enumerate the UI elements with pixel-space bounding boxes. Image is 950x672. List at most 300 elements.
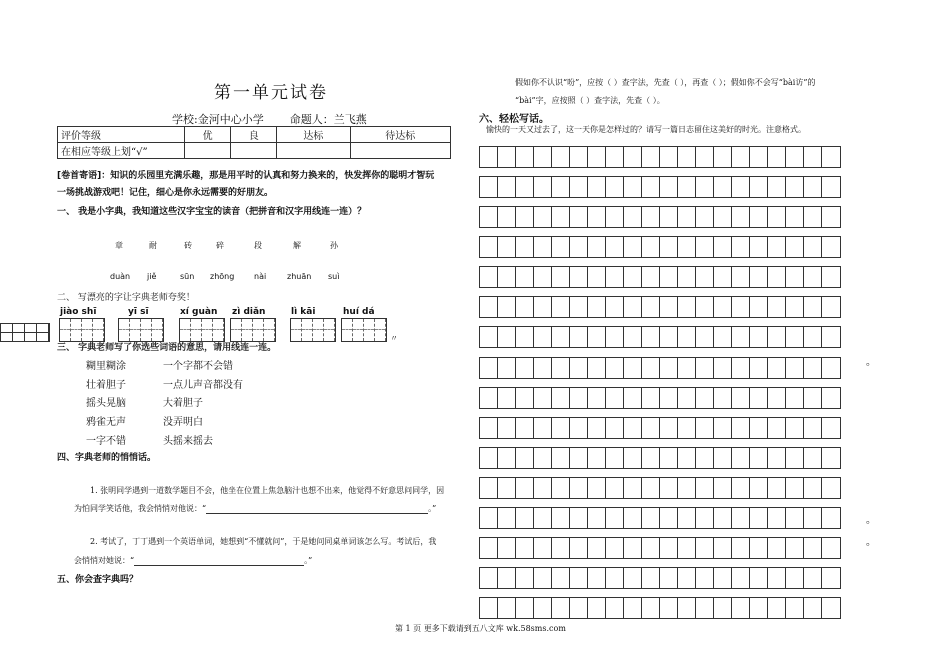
grid-cell[interactable] — [786, 207, 804, 227]
grid-cell[interactable] — [822, 508, 840, 528]
grid-cell[interactable] — [660, 538, 678, 558]
grid-cell[interactable] — [606, 448, 624, 468]
grid-cell[interactable] — [552, 388, 570, 408]
grid-cell[interactable] — [660, 237, 678, 257]
eval-cell[interactable] — [350, 143, 450, 159]
grid-cell[interactable] — [570, 358, 588, 378]
grid-cell[interactable] — [660, 358, 678, 378]
grid-cell[interactable] — [516, 177, 534, 197]
grid-cell[interactable] — [660, 207, 678, 227]
grid-cell[interactable] — [516, 448, 534, 468]
grid-cell[interactable] — [480, 237, 498, 257]
grid-cell[interactable] — [624, 478, 642, 498]
grid-cell[interactable] — [588, 207, 606, 227]
grid-cell[interactable] — [606, 508, 624, 528]
grid-cell[interactable] — [804, 598, 822, 618]
grid-cell[interactable] — [480, 358, 498, 378]
grid-cell[interactable] — [606, 478, 624, 498]
grid-cell[interactable] — [660, 388, 678, 408]
grid-cell[interactable] — [678, 177, 696, 197]
grid-cell[interactable] — [660, 418, 678, 438]
grid-cell[interactable] — [768, 237, 786, 257]
grid-cell[interactable] — [570, 508, 588, 528]
grid-cell[interactable] — [498, 327, 516, 347]
grid-cell[interactable] — [714, 297, 732, 317]
grid-cell[interactable] — [642, 568, 660, 588]
grid-cell[interactable] — [768, 508, 786, 528]
grid-cell[interactable] — [822, 207, 840, 227]
grid-cell[interactable] — [804, 358, 822, 378]
grid-cell[interactable] — [480, 598, 498, 618]
grid-cell[interactable] — [750, 568, 768, 588]
grid-cell[interactable] — [606, 418, 624, 438]
grid-cell[interactable] — [696, 237, 714, 257]
grid-cell[interactable] — [624, 388, 642, 408]
grid-cell[interactable] — [534, 177, 552, 197]
grid-cell[interactable] — [714, 418, 732, 438]
grid-cell[interactable] — [678, 448, 696, 468]
grid-cell[interactable] — [624, 418, 642, 438]
grid-cell[interactable] — [516, 508, 534, 528]
grid-cell[interactable] — [822, 358, 840, 378]
grid-cell[interactable] — [768, 207, 786, 227]
grid-cell[interactable] — [660, 327, 678, 347]
grid-cell[interactable] — [552, 358, 570, 378]
grid-cell[interactable] — [534, 448, 552, 468]
grid-cell[interactable] — [642, 297, 660, 317]
grid-cell[interactable] — [642, 388, 660, 408]
grid-cell[interactable] — [498, 147, 516, 167]
grid-cell[interactable] — [624, 237, 642, 257]
grid-cell[interactable] — [480, 267, 498, 287]
grid-cell[interactable] — [516, 388, 534, 408]
grid-cell[interactable] — [732, 418, 750, 438]
grid-row[interactable] — [479, 357, 841, 379]
grid-cell[interactable] — [606, 297, 624, 317]
grid-cell[interactable] — [732, 297, 750, 317]
grid-cell[interactable] — [786, 267, 804, 287]
grid-cell[interactable] — [588, 448, 606, 468]
grid-cell[interactable] — [660, 598, 678, 618]
grid-cell[interactable] — [714, 508, 732, 528]
grid-cell[interactable] — [606, 568, 624, 588]
grid-cell[interactable] — [786, 538, 804, 558]
grid-cell[interactable] — [768, 598, 786, 618]
grid-cell[interactable] — [498, 177, 516, 197]
grid-cell[interactable] — [804, 207, 822, 227]
grid-cell[interactable] — [750, 508, 768, 528]
grid-cell[interactable] — [498, 508, 516, 528]
grid-cell[interactable] — [768, 568, 786, 588]
answer-blank[interactable] — [134, 555, 304, 566]
grid-cell[interactable] — [696, 598, 714, 618]
grid-cell[interactable] — [822, 237, 840, 257]
grid-cell[interactable] — [624, 207, 642, 227]
grid-cell[interactable] — [534, 327, 552, 347]
grid-cell[interactable] — [768, 388, 786, 408]
grid-cell[interactable] — [534, 388, 552, 408]
grid-cell[interactable] — [678, 297, 696, 317]
grid-cell[interactable] — [588, 267, 606, 287]
grid-cell[interactable] — [552, 177, 570, 197]
grid-cell[interactable] — [732, 207, 750, 227]
grid-cell[interactable] — [642, 327, 660, 347]
grid-cell[interactable] — [678, 568, 696, 588]
grid-cell[interactable] — [678, 327, 696, 347]
grid-cell[interactable] — [552, 568, 570, 588]
grid-cell[interactable] — [552, 538, 570, 558]
grid-cell[interactable] — [552, 267, 570, 287]
grid-cell[interactable] — [822, 448, 840, 468]
grid-cell[interactable] — [588, 388, 606, 408]
grid-cell[interactable] — [750, 598, 768, 618]
grid-cell[interactable] — [624, 568, 642, 588]
grid-cell[interactable] — [804, 237, 822, 257]
grid-cell[interactable] — [480, 327, 498, 347]
grid-row[interactable] — [479, 206, 841, 228]
grid-row[interactable] — [479, 537, 841, 559]
grid-cell[interactable] — [714, 237, 732, 257]
grid-cell[interactable] — [606, 327, 624, 347]
grid-cell[interactable] — [516, 538, 534, 558]
grid-cell[interactable] — [516, 568, 534, 588]
grid-cell[interactable] — [678, 147, 696, 167]
grid-cell[interactable] — [768, 418, 786, 438]
grid-cell[interactable] — [624, 358, 642, 378]
grid-cell[interactable] — [516, 207, 534, 227]
grid-cell[interactable] — [606, 388, 624, 408]
grid-row[interactable] — [479, 176, 841, 198]
grid-cell[interactable] — [480, 508, 498, 528]
grid-cell[interactable] — [642, 508, 660, 528]
grid-cell[interactable] — [642, 147, 660, 167]
grid-cell[interactable] — [624, 538, 642, 558]
grid-cell[interactable] — [822, 598, 840, 618]
grid-cell[interactable] — [552, 478, 570, 498]
grid-cell[interactable] — [660, 478, 678, 498]
grid-cell[interactable] — [606, 237, 624, 257]
grid-row[interactable] — [479, 266, 841, 288]
grid-cell[interactable] — [750, 448, 768, 468]
grid-cell[interactable] — [714, 147, 732, 167]
grid-cell[interactable] — [498, 237, 516, 257]
grid-cell[interactable] — [768, 327, 786, 347]
grid-cell[interactable] — [660, 177, 678, 197]
grid-cell[interactable] — [696, 418, 714, 438]
grid-cell[interactable] — [804, 448, 822, 468]
grid-cell[interactable] — [804, 568, 822, 588]
grid-cell[interactable] — [678, 478, 696, 498]
grid-cell[interactable] — [624, 267, 642, 287]
grid-cell[interactable] — [714, 478, 732, 498]
grid-cell[interactable] — [696, 538, 714, 558]
grid-row[interactable] — [479, 417, 841, 439]
grid-cell[interactable] — [642, 478, 660, 498]
grid-cell[interactable] — [732, 177, 750, 197]
grid-cell[interactable] — [588, 237, 606, 257]
grid-cell[interactable] — [624, 327, 642, 347]
grid-cell[interactable] — [642, 598, 660, 618]
grid-row[interactable] — [479, 567, 841, 589]
grid-cell[interactable] — [714, 388, 732, 408]
grid-cell[interactable] — [570, 297, 588, 317]
grid-cell[interactable] — [804, 508, 822, 528]
grid-cell[interactable] — [606, 177, 624, 197]
grid-cell[interactable] — [786, 448, 804, 468]
grid-cell[interactable] — [786, 418, 804, 438]
grid-cell[interactable] — [552, 418, 570, 438]
grid-cell[interactable] — [570, 568, 588, 588]
grid-cell[interactable] — [570, 207, 588, 227]
grid-cell[interactable] — [714, 207, 732, 227]
grid-cell[interactable] — [480, 147, 498, 167]
grid-cell[interactable] — [696, 448, 714, 468]
grid-cell[interactable] — [768, 177, 786, 197]
grid-cell[interactable] — [732, 478, 750, 498]
grid-cell[interactable] — [588, 538, 606, 558]
grid-row[interactable] — [479, 477, 841, 499]
grid-cell[interactable] — [480, 207, 498, 227]
grid-cell[interactable] — [768, 478, 786, 498]
grid-cell[interactable] — [516, 598, 534, 618]
grid-cell[interactable] — [480, 388, 498, 408]
grid-cell[interactable] — [570, 267, 588, 287]
eval-cell[interactable] — [277, 143, 350, 159]
grid-cell[interactable] — [714, 267, 732, 287]
grid-cell[interactable] — [534, 508, 552, 528]
grid-cell[interactable] — [696, 478, 714, 498]
grid-cell[interactable] — [498, 448, 516, 468]
grid-cell[interactable] — [498, 207, 516, 227]
grid-cell[interactable] — [606, 207, 624, 227]
grid-cell[interactable] — [516, 147, 534, 167]
grid-cell[interactable] — [624, 177, 642, 197]
grid-cell[interactable] — [588, 327, 606, 347]
grid-row[interactable] — [479, 146, 841, 168]
grid-cell[interactable] — [678, 418, 696, 438]
grid-cell[interactable] — [678, 267, 696, 287]
grid-cell[interactable] — [498, 388, 516, 408]
grid-cell[interactable] — [786, 297, 804, 317]
grid-cell[interactable] — [714, 598, 732, 618]
grid-cell[interactable] — [534, 598, 552, 618]
grid-cell[interactable] — [588, 147, 606, 167]
grid-cell[interactable] — [516, 237, 534, 257]
grid-cell[interactable] — [552, 147, 570, 167]
grid-cell[interactable] — [714, 568, 732, 588]
grid-cell[interactable] — [606, 267, 624, 287]
grid-cell[interactable] — [498, 267, 516, 287]
grid-cell[interactable] — [696, 267, 714, 287]
grid-cell[interactable] — [534, 478, 552, 498]
grid-cell[interactable] — [804, 388, 822, 408]
grid-cell[interactable] — [804, 418, 822, 438]
grid-cell[interactable] — [516, 418, 534, 438]
grid-cell[interactable] — [660, 568, 678, 588]
grid-cell[interactable] — [606, 147, 624, 167]
grid-cell[interactable] — [750, 177, 768, 197]
grid-cell[interactable] — [480, 478, 498, 498]
grid-cell[interactable] — [516, 267, 534, 287]
grid-cell[interactable] — [498, 418, 516, 438]
grid-cell[interactable] — [660, 297, 678, 317]
grid-cell[interactable] — [750, 418, 768, 438]
grid-cell[interactable] — [642, 448, 660, 468]
grid-cell[interactable] — [732, 358, 750, 378]
grid-cell[interactable] — [732, 448, 750, 468]
grid-cell[interactable] — [822, 147, 840, 167]
grid-cell[interactable] — [732, 508, 750, 528]
grid-cell[interactable] — [786, 358, 804, 378]
grid-cell[interactable] — [660, 147, 678, 167]
grid-cell[interactable] — [642, 177, 660, 197]
grid-cell[interactable] — [588, 297, 606, 317]
grid-cell[interactable] — [750, 388, 768, 408]
grid-cell[interactable] — [498, 297, 516, 317]
grid-cell[interactable] — [588, 177, 606, 197]
grid-cell[interactable] — [498, 478, 516, 498]
grid-cell[interactable] — [804, 177, 822, 197]
grid-row[interactable] — [479, 597, 841, 619]
grid-cell[interactable] — [534, 568, 552, 588]
grid-cell[interactable] — [696, 207, 714, 227]
grid-cell[interactable] — [642, 267, 660, 287]
grid-cell[interactable] — [642, 207, 660, 227]
grid-cell[interactable] — [732, 267, 750, 287]
grid-cell[interactable] — [570, 237, 588, 257]
grid-cell[interactable] — [822, 388, 840, 408]
grid-cell[interactable] — [624, 598, 642, 618]
grid-cell[interactable] — [678, 598, 696, 618]
writing-box[interactable] — [59, 318, 105, 342]
grid-cell[interactable] — [750, 237, 768, 257]
grid-cell[interactable] — [750, 538, 768, 558]
grid-cell[interactable] — [588, 478, 606, 498]
grid-cell[interactable] — [714, 177, 732, 197]
grid-cell[interactable] — [588, 358, 606, 378]
grid-cell[interactable] — [732, 388, 750, 408]
grid-cell[interactable] — [552, 327, 570, 347]
grid-cell[interactable] — [696, 297, 714, 317]
grid-cell[interactable] — [768, 538, 786, 558]
grid-cell[interactable] — [750, 478, 768, 498]
grid-cell[interactable] — [786, 388, 804, 408]
grid-cell[interactable] — [750, 267, 768, 287]
grid-cell[interactable] — [534, 358, 552, 378]
grid-cell[interactable] — [822, 418, 840, 438]
grid-cell[interactable] — [552, 598, 570, 618]
grid-cell[interactable] — [534, 418, 552, 438]
grid-cell[interactable] — [642, 358, 660, 378]
grid-cell[interactable] — [696, 508, 714, 528]
grid-row[interactable] — [479, 326, 841, 348]
grid-cell[interactable] — [624, 147, 642, 167]
grid-cell[interactable] — [678, 508, 696, 528]
grid-cell[interactable] — [714, 358, 732, 378]
grid-cell[interactable] — [552, 237, 570, 257]
grid-cell[interactable] — [732, 147, 750, 167]
grid-cell[interactable] — [696, 358, 714, 378]
grid-cell[interactable] — [804, 327, 822, 347]
writing-box[interactable] — [230, 318, 276, 342]
grid-cell[interactable] — [804, 297, 822, 317]
grid-cell[interactable] — [552, 448, 570, 468]
grid-cell[interactable] — [822, 568, 840, 588]
grid-cell[interactable] — [498, 598, 516, 618]
grid-cell[interactable] — [570, 388, 588, 408]
grid-cell[interactable] — [804, 147, 822, 167]
grid-row[interactable] — [479, 447, 841, 469]
grid-cell[interactable] — [696, 568, 714, 588]
grid-cell[interactable] — [642, 237, 660, 257]
writing-box[interactable] — [179, 318, 225, 342]
grid-cell[interactable] — [480, 448, 498, 468]
grid-cell[interactable] — [714, 448, 732, 468]
grid-cell[interactable] — [678, 358, 696, 378]
grid-cell[interactable] — [786, 177, 804, 197]
grid-cell[interactable] — [588, 568, 606, 588]
grid-cell[interactable] — [660, 448, 678, 468]
grid-cell[interactable] — [588, 508, 606, 528]
grid-cell[interactable] — [732, 237, 750, 257]
eval-cell[interactable] — [231, 143, 277, 159]
grid-cell[interactable] — [570, 598, 588, 618]
grid-cell[interactable] — [570, 418, 588, 438]
grid-cell[interactable] — [732, 327, 750, 347]
grid-cell[interactable] — [570, 448, 588, 468]
grid-cell[interactable] — [480, 297, 498, 317]
grid-cell[interactable] — [570, 538, 588, 558]
grid-cell[interactable] — [786, 478, 804, 498]
grid-row[interactable] — [479, 296, 841, 318]
grid-cell[interactable] — [750, 297, 768, 317]
grid-cell[interactable] — [534, 207, 552, 227]
grid-cell[interactable] — [480, 177, 498, 197]
grid-cell[interactable] — [660, 267, 678, 287]
grid-cell[interactable] — [732, 568, 750, 588]
grid-cell[interactable] — [498, 538, 516, 558]
grid-cell[interactable] — [768, 448, 786, 468]
grid-cell[interactable] — [786, 598, 804, 618]
grid-row[interactable] — [479, 236, 841, 258]
grid-cell[interactable] — [750, 207, 768, 227]
grid-cell[interactable] — [552, 297, 570, 317]
grid-cell[interactable] — [822, 267, 840, 287]
grid-cell[interactable] — [480, 538, 498, 558]
grid-cell[interactable] — [714, 327, 732, 347]
grid-cell[interactable] — [696, 177, 714, 197]
grid-cell[interactable] — [786, 327, 804, 347]
grid-cell[interactable] — [678, 388, 696, 408]
grid-cell[interactable] — [534, 267, 552, 287]
grid-cell[interactable] — [516, 297, 534, 317]
grid-cell[interactable] — [534, 538, 552, 558]
writing-box[interactable] — [290, 318, 336, 342]
grid-cell[interactable] — [768, 267, 786, 287]
grid-cell[interactable] — [624, 448, 642, 468]
grid-cell[interactable] — [786, 237, 804, 257]
answer-blank[interactable] — [206, 503, 428, 514]
grid-cell[interactable] — [822, 478, 840, 498]
grid-cell[interactable] — [570, 147, 588, 167]
grid-cell[interactable] — [696, 327, 714, 347]
writing-box[interactable] — [341, 318, 387, 342]
grid-cell[interactable] — [696, 147, 714, 167]
grid-cell[interactable] — [822, 297, 840, 317]
grid-row[interactable] — [479, 507, 841, 529]
grid-cell[interactable] — [786, 568, 804, 588]
grid-cell[interactable] — [786, 508, 804, 528]
